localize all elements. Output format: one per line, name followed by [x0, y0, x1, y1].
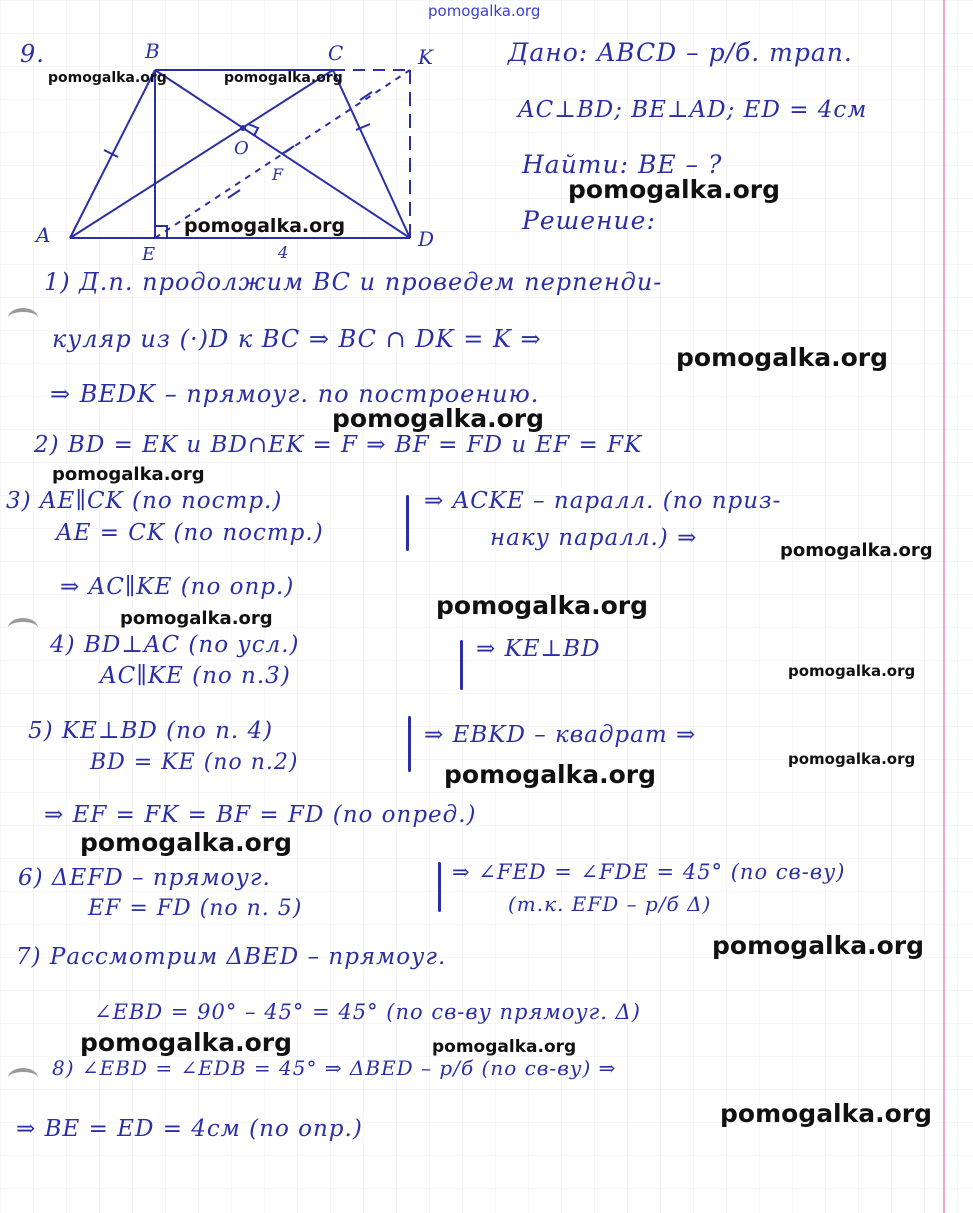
brace: [408, 716, 411, 772]
watermark: pomogalka.org: [436, 591, 649, 620]
watermark: pomogalka.org: [48, 70, 167, 86]
step-6-line-2: EF = FD (по п. 5): [88, 896, 303, 921]
label-c: C: [328, 41, 344, 65]
given-line-2: AC⊥BD; BE⊥AD; ED = 4см: [518, 97, 868, 123]
watermark: pomogalka.org: [788, 750, 916, 768]
step-1-line-1: 1) Д.п. продолжим BC и проведем перпенди-: [44, 268, 663, 296]
watermark: pomogalka.org: [120, 608, 273, 629]
step-8-line-2: ⇒ BE = ED = 4см (по опр.): [16, 1116, 363, 1142]
given-line-1: Дано: ABCD – р/б. трап.: [508, 38, 853, 67]
step-1-line-3: ⇒ BEDK – прямоуг. по построению.: [50, 380, 540, 408]
label-d: D: [418, 227, 435, 251]
label-o: O: [234, 138, 249, 159]
point-o: [240, 125, 246, 131]
watermark: pomogalka.org: [788, 662, 916, 680]
brace: [438, 862, 441, 912]
watermark: pomogalka.org: [712, 931, 925, 960]
label-k: K: [418, 45, 433, 69]
step-6-line-1: 6) ΔEFD – прямоуг.: [18, 865, 271, 891]
watermark: pomogalka.org: [780, 540, 933, 561]
step-7-line-2: ∠EBD = 90° – 45° = 45° (по св-ву прямоуг. Δ): [94, 1000, 641, 1024]
tick-mark: [228, 190, 240, 198]
watermark: pomogalka.org: [52, 464, 205, 485]
problem-number: 9.: [20, 40, 45, 68]
step-3-line-1: 3) AE∥CK (по постр.): [6, 488, 283, 514]
step-6-line-3: ⇒ ∠FED = ∠FDE = 45° (по св-ву): [452, 860, 846, 884]
step-8-line-1: 8) ∠EBD = ∠EDB = 45° ⇒ ΔBED – р/б (по св-ву) ⇒: [52, 1056, 617, 1080]
step-4-line-2: AC∥KE (по п.3): [100, 663, 291, 689]
watermark: pomogalka.org: [184, 215, 346, 237]
label-b: B: [145, 39, 160, 63]
watermark: pomogalka.org: [428, 2, 541, 20]
watermark: pomogalka.org: [432, 1037, 577, 1057]
watermark: pomogalka.org: [444, 760, 657, 789]
label-f: F: [272, 165, 284, 184]
step-4-line-1: 4) BD⊥AC (по усл.): [50, 632, 300, 658]
label-four: 4: [278, 243, 289, 262]
watermark: pomogalka.org: [332, 404, 545, 433]
brace: [406, 495, 409, 551]
watermark: pomogalka.org: [80, 1028, 293, 1057]
step-3-line-4: наку паралл.) ⇒: [490, 525, 698, 551]
watermark: pomogalka.org: [80, 828, 293, 857]
step-5-line-4: ⇒ EF = FK = BF = FD (по опред.): [44, 802, 477, 828]
watermark: pomogalka.org: [568, 175, 781, 204]
step-5-line-1: 5) KE⊥BD (по п. 4): [28, 718, 274, 744]
label-e: E: [142, 244, 156, 265]
step-1-line-2: куляр из (·)D к BC ⇒ BC ∩ DK = K ⇒: [52, 325, 542, 353]
step-4-line-3: ⇒ KE⊥BD: [476, 636, 601, 662]
step-2: 2) BD = EK и BD∩EK = F ⇒ BF = FD и EF = FK: [34, 432, 643, 458]
step-7-line-1: 7) Рассмотрим ΔBED – прямоуг.: [16, 944, 447, 970]
step-3-line-2: AE = CK (по постр.): [56, 520, 324, 546]
step-6-line-4: (т.к. EFD – р/б Δ): [508, 892, 712, 916]
watermark: pomogalka.org: [676, 343, 889, 372]
brace: [460, 640, 463, 690]
step-5-line-3: ⇒ EBKD – квадрат ⇒: [424, 722, 697, 748]
label-a: A: [36, 223, 51, 247]
watermark: pomogalka.org: [720, 1099, 933, 1128]
diagonal-ac: [70, 70, 333, 238]
step-3-line-5: ⇒ AC∥KE (по опр.): [60, 574, 295, 600]
find-line: Найти: BE – ?: [522, 150, 723, 179]
watermark: pomogalka.org: [224, 70, 343, 86]
solution-heading: Решение:: [522, 206, 656, 235]
step-5-line-2: BD = KE (по п.2): [90, 750, 299, 775]
tick-mark: [282, 146, 294, 154]
step-3-line-3: ⇒ ACKE – паралл. (по приз-: [424, 488, 782, 514]
